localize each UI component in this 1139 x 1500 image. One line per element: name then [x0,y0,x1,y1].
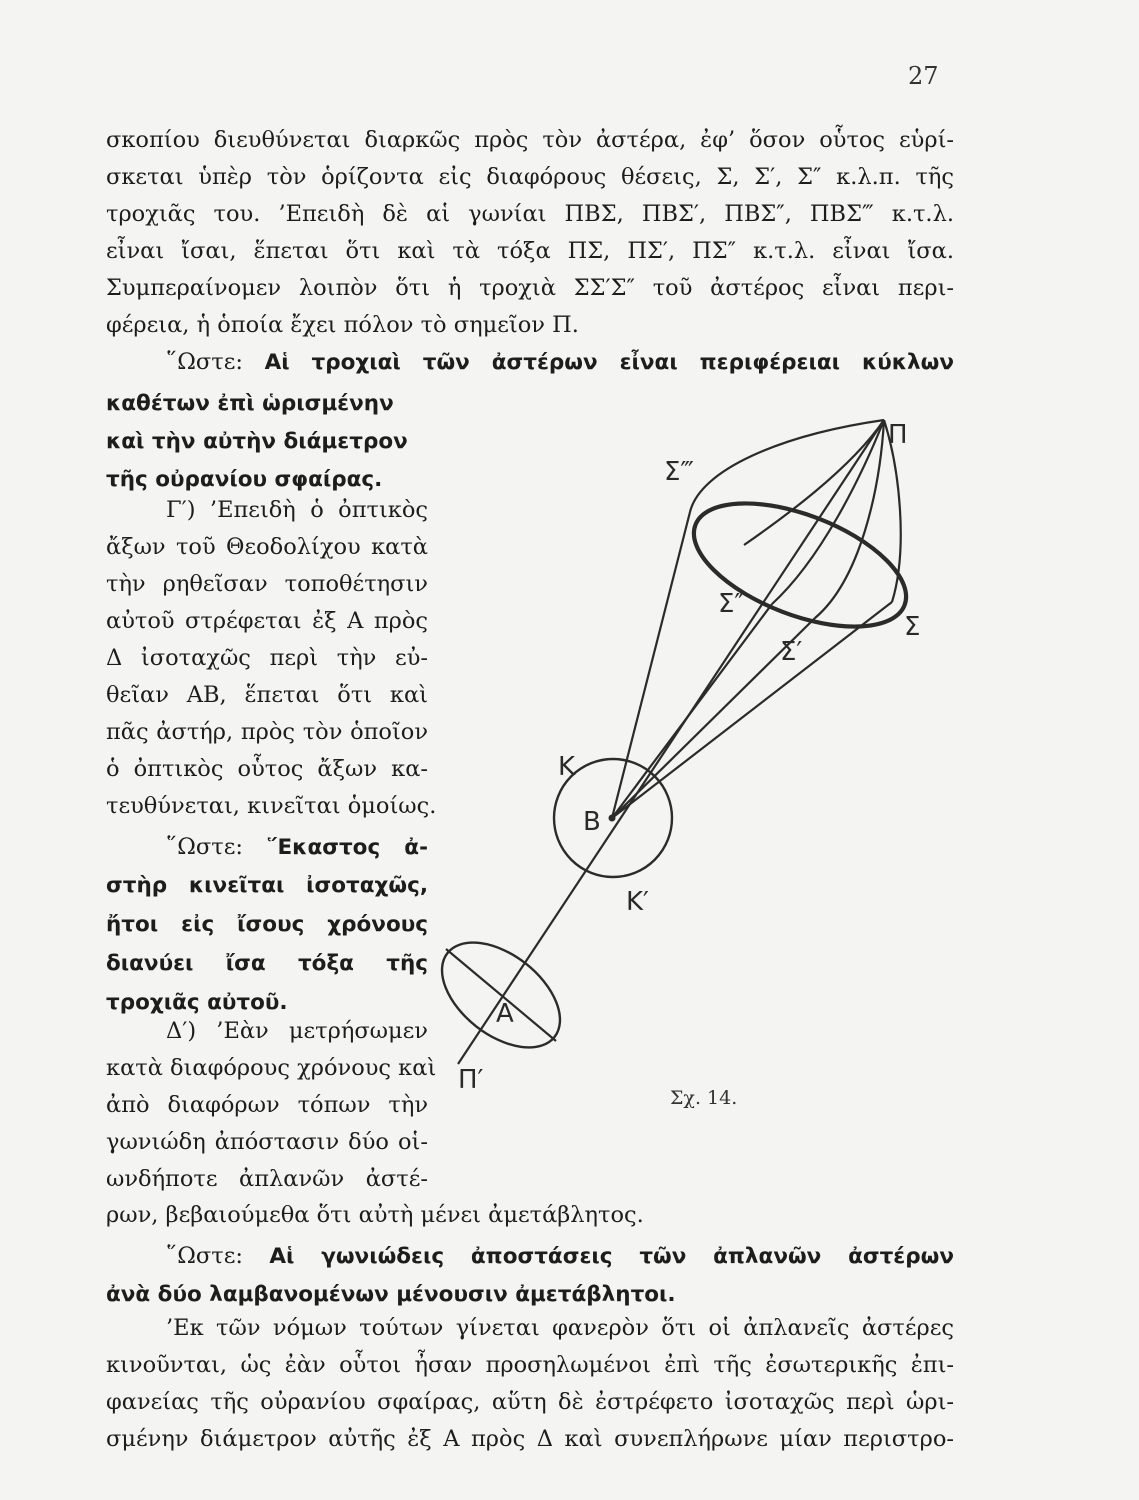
text-line: ὁ ὀπτικὸς οὗτος ἄξων κα- [106,756,428,782]
text-line: φέρεια, ἡ ὁποία ἔχει πόλον τὸ σημεῖον Π. [106,312,579,338]
text-line: ωνδήποτε ἀπλανῶν ἀστέ- [106,1166,428,1192]
text-line: σμένην διάμετρον αὐτῆς ἐξ Α πρὸς Δ καὶ συνεπλήρωνε μίαν περιστρο- [106,1426,954,1452]
meridian-arc [690,420,884,512]
label-alpha: Α [496,999,514,1029]
text-line: τροχιᾶς του. ’Επειδὴ δὲ αἱ γωνίαι ΠΒΣ, ΠΒΣ′, ΠΒΣ″, ΠΒΣ‴ κ.τ.λ. [106,201,954,227]
law-bold-text: ῞Εκαστος ἀ- [266,835,428,860]
text-line: τὴν ρηθεῖσαν τοποθέτησιν [106,571,428,597]
text-line: ρων, βεβαιούμεθα ὅτι αὐτὴ μένει ἀμετάβλητος. [106,1202,644,1228]
text-line: κινοῦνται, ὡς ἐὰν οὗτοι ἦσαν προσηλωμένοι ἐπὶ τῆς ἐσωτερικῆς ἐπι- [106,1352,954,1378]
law-bold-text: Αἱ γωνιώδεις ἀποστάσεις τῶν ἀπλανῶν ἀστέρων [269,1244,955,1269]
law-line: καὶ τὴν αὐτὴν διάμετρον [106,429,408,454]
celestial-axis-line [458,420,884,1064]
label-sigma-triple: Σ‴ [664,457,694,487]
ray-line [612,602,892,818]
text-line: Συμπεραίνομεν λοιπὸν ὅτι ἡ τροχιὰ ΣΣ′Σ″ τοῦ ἀστέρος εἶναι περι- [106,275,954,301]
page-number: 27 [908,62,939,90]
law-line: διανύει ἴσα τόξα τῆς [106,951,428,976]
ray-line [612,604,772,818]
figure-caption: Σχ. 14. [670,1087,738,1109]
label-beta: Β [583,807,601,837]
text-line: τευθύνεται, κινεῖται ὁμοίως. [106,793,437,819]
label-sigma: Σ [904,612,921,642]
text-line: σκεται ὑπὲρ τὸν ὁρίζοντα εἰς διαφόρους θέσεις, Σ, Σ′, Σ″ κ.λ.π. τῆς [106,164,954,190]
law-line: τῆς οὐρανίου σφαίρας. [106,467,383,492]
law-prefix: ῞Ωστε: [166,834,243,860]
text-line: ἀπὸ διαφόρων τόπων τὴν [106,1092,428,1118]
law-line: τροχιᾶς αὐτοῦ. [106,990,288,1015]
text-line: Δ ἰσοταχῶς περὶ τὴν εὐ- [106,645,428,671]
text-line: κατὰ διαφόρους χρόνους καὶ [106,1055,437,1081]
law-line: ἀνὰ δύο λαμβανομένων μένουσιν ἀμετάβλητοι. [106,1282,676,1307]
text-line: θεῖαν ΑΒ, ἕπεται ὅτι καὶ [106,682,428,708]
label-sigma-double: Σ″ [718,589,745,619]
text-line: γωνιώδη ἀπόστασιν δύο οἱ- [106,1129,428,1155]
label-pi: Π [888,420,908,450]
text-line: ἄξων τοῦ Θεοδολίχου κατὰ [106,534,428,560]
text-line: Γ′) ’Επειδὴ ὁ ὀπτικὸς [166,497,428,523]
law-prefix: ῞Ωστε: [166,1243,243,1269]
label-kappa-prime: Κ′ [626,887,649,917]
text-line: πᾶς ἀστήρ, πρὸς τὸν ὁποῖον [106,719,428,745]
law-bold-text: Αἱ τροχιαὶ τῶν ἀστέρων εἶναι περιφέρειαι κύκλων [264,350,954,375]
center-point [609,815,616,822]
meridian-arc [815,420,884,618]
text-line: ’Εκ τῶν νόμων τούτων γίνεται φανερὸν ὅτι οἱ ἀπλανεῖς ἀστέρες [166,1315,954,1341]
text-line: αὐτοῦ στρέφεται ἐξ Α πρὸς [106,608,428,634]
label-pi-prime: Π′ [458,1065,484,1095]
law-line: ἤτοι εἰς ἴσους χρόνους [106,912,428,937]
law-line: καθέτων ἐπὶ ὡρισμένην [106,391,394,416]
text-line: φανείας τῆς οὐρανίου σφαίρας, αὕτη δὲ ἐστρέφετο ἰσοταχῶς περὶ ὡρι- [106,1389,954,1415]
text-line: Δ′) ’Εὰν μετρήσωμεν [166,1018,428,1044]
label-sigma-prime: Σ′ [780,637,803,667]
law-prefix: ῞Ωστε: [166,349,243,375]
text-line: εἶναι ἴσαι, ἕπεται ὅτι καὶ τὰ τόξα ΠΣ, ΠΣ′, ΠΣ″ κ.τ.λ. εἶναι ἴσα. [106,238,954,264]
law-line: στὴρ κινεῖται ἰσοταχῶς, [106,873,428,898]
text-line: σκοπίου διευθύνεται διαρκῶς πρὸς τὸν ἀστέρα, ἐφ’ ὅσον οὗτος εὑρί- [106,127,954,153]
label-kappa: Κ [558,752,576,782]
